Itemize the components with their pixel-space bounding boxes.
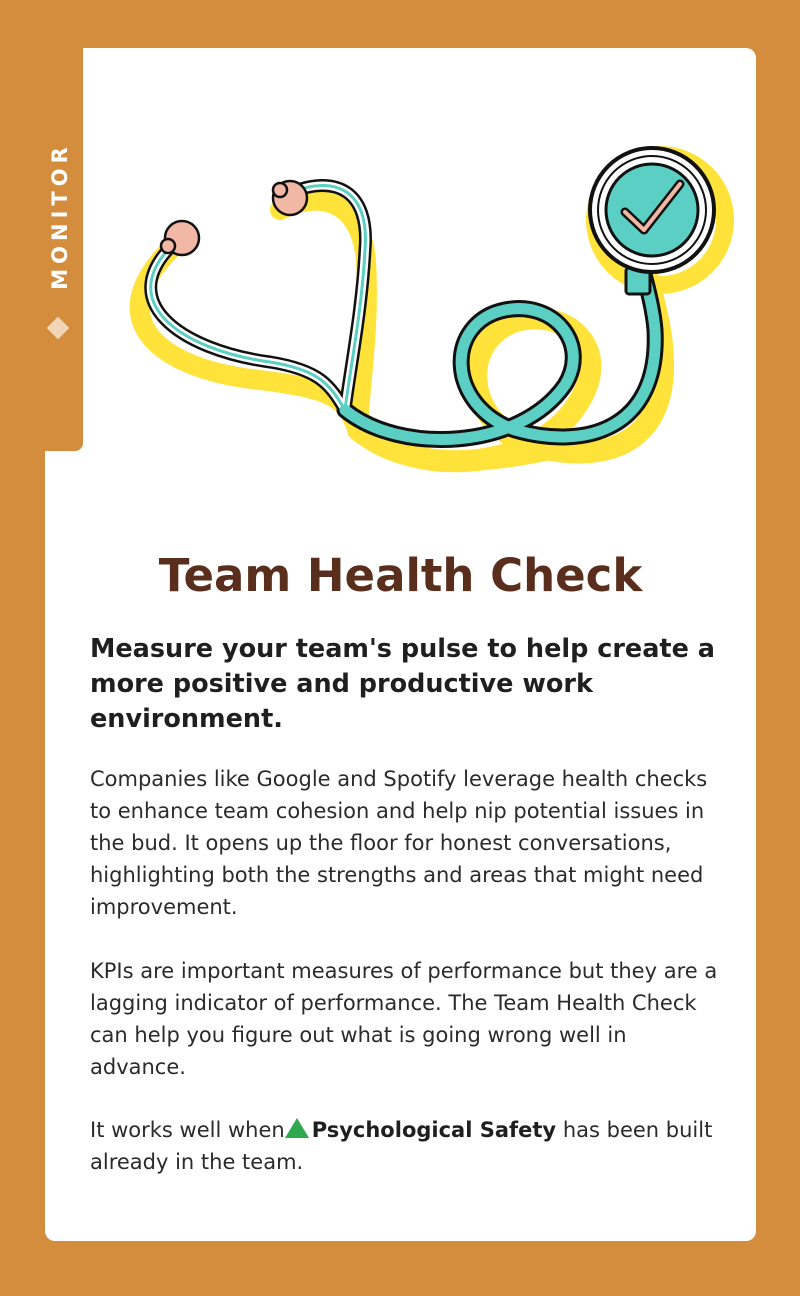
psychological-safety-link[interactable]: Psychological Safety	[311, 1118, 557, 1142]
paragraph-3-intro: It works well when	[90, 1118, 285, 1142]
description-paragraph-1: Companies like Google and Spotify leverage health checks to enhance team cohesion and help nip potential issues in the bud. It opens up the floor for honest conversations, highlighting both the strengths and areas that might need improvement.	[90, 767, 708, 919]
description-paragraph-2: KPIs are important measures of performance but they are a lagging indicator of performance. The Team Health Check can help you figure out what is going wrong well in advance.	[90, 959, 718, 1079]
description-paragraph-3	[90, 1114, 720, 1178]
stethoscope-icon	[100, 100, 740, 500]
side-tab	[0, 0, 83, 451]
diamond-icon	[47, 317, 70, 340]
paragraph-3-outro: has been built already in the team.	[90, 1118, 713, 1174]
triangle-up-icon	[285, 1118, 309, 1138]
side-tab-label: MONITOR	[48, 142, 72, 290]
page-title: Team Health Check	[158, 549, 643, 602]
page-subtitle: Measure your team's pulse to help create a more positive and productive work environment.	[90, 634, 715, 734]
